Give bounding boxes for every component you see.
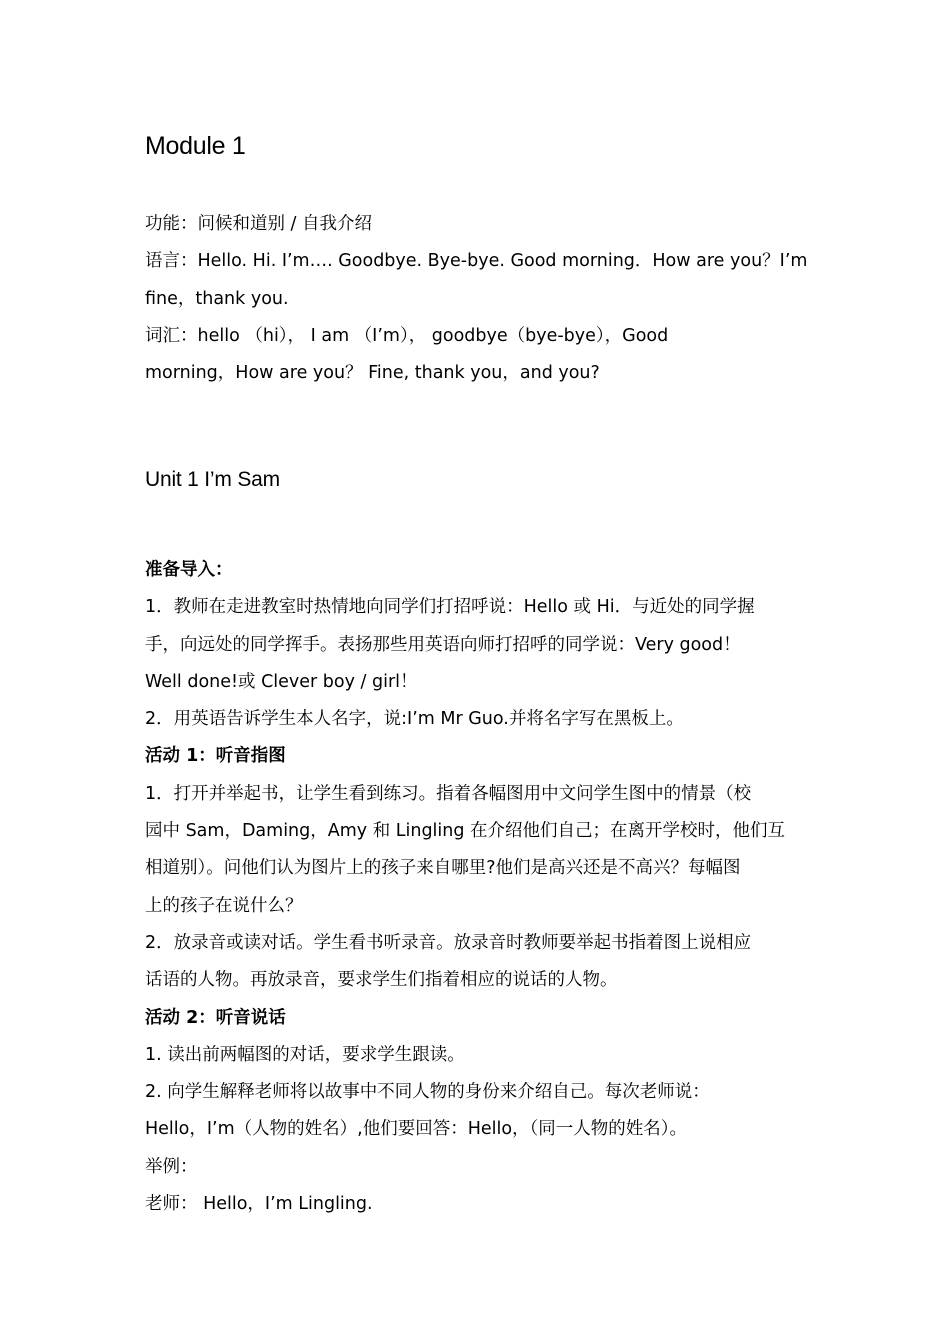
activity2-line: 老师： Hello，I’m Lingling. [145, 1194, 373, 1215]
activity2-line: 举例： [145, 1156, 198, 1177]
lesson-body [145, 552, 815, 1223]
unit-title: Unit 1 I’m Sam [145, 468, 280, 491]
prep-line: 1．教师在走进教室时热情地向同学们打招呼说：Hello 或 Hi．与近处的同学握 [145, 597, 755, 618]
activity2-line: Hello，I’m（人物的姓名）,他们要回答：Hello，（同一人物的姓名）。 [145, 1119, 688, 1140]
language-line-1: 语言：Hello. Hi. I’m…. Goodbye. Bye-bye. Good morning．How are you？I’m [145, 251, 808, 272]
prep-line: 2．用英语告诉学生本人名字，说:I’m Mr Guo.并将名字写在黑板上。 [145, 709, 684, 730]
activity1-line: 园中 Sam，Daming，Amy 和 Lingling 在介绍他们自己；在离开学校时，他们互 [145, 821, 786, 842]
activity1-line: 相道别）。问他们认为图片上的孩子来自哪里?他们是高兴还是不高兴？每幅图 [145, 858, 741, 879]
activity1-line: 1．打开并举起书，让学生看到练习。指着各幅图用中文问学生图中的情景（校 [145, 783, 752, 804]
intro-section [145, 206, 815, 392]
prep-line: Well done!或 Clever boy / girl！ [145, 671, 418, 692]
activity2-line: 2. 向学生解释老师将以故事中不同人物的身份来介绍自己。每次老师说： [145, 1082, 710, 1103]
module-title: Module 1 [145, 132, 246, 160]
language-line-2: fine，thank you. [145, 288, 289, 309]
vocab-line-2: morning，How are you？ Fine, thank you，and you? [145, 363, 600, 384]
prep-line: 手，向远处的同学挥手。表扬那些用英语向师打招呼的同学说：Very good！ [145, 634, 741, 655]
activity1-line: 上的孩子在说什么？ [145, 895, 303, 916]
activity1-line: 2．放录音或读对话。学生看书听录音。放录音时教师要举起书指着图上说相应 [145, 932, 752, 953]
activity2-line: 1. 读出前两幅图的对话，要求学生跟读。 [145, 1044, 465, 1065]
vocab-line-1: 词汇：hello （hi）， I am （I’m）， goodbye（bye-bye），Good [145, 325, 669, 346]
activity1-heading: 活动 1：听音指图 [145, 746, 286, 767]
activity1-line: 话语的人物。再放录音，要求学生们指着相应的说话的人物。 [145, 970, 618, 991]
function-line: 功能：问候和道别 / 自我介绍 [145, 214, 373, 234]
activity2-heading: 活动 2：听音说话 [145, 1007, 286, 1028]
prep-heading: 准备导入： [145, 560, 233, 580]
